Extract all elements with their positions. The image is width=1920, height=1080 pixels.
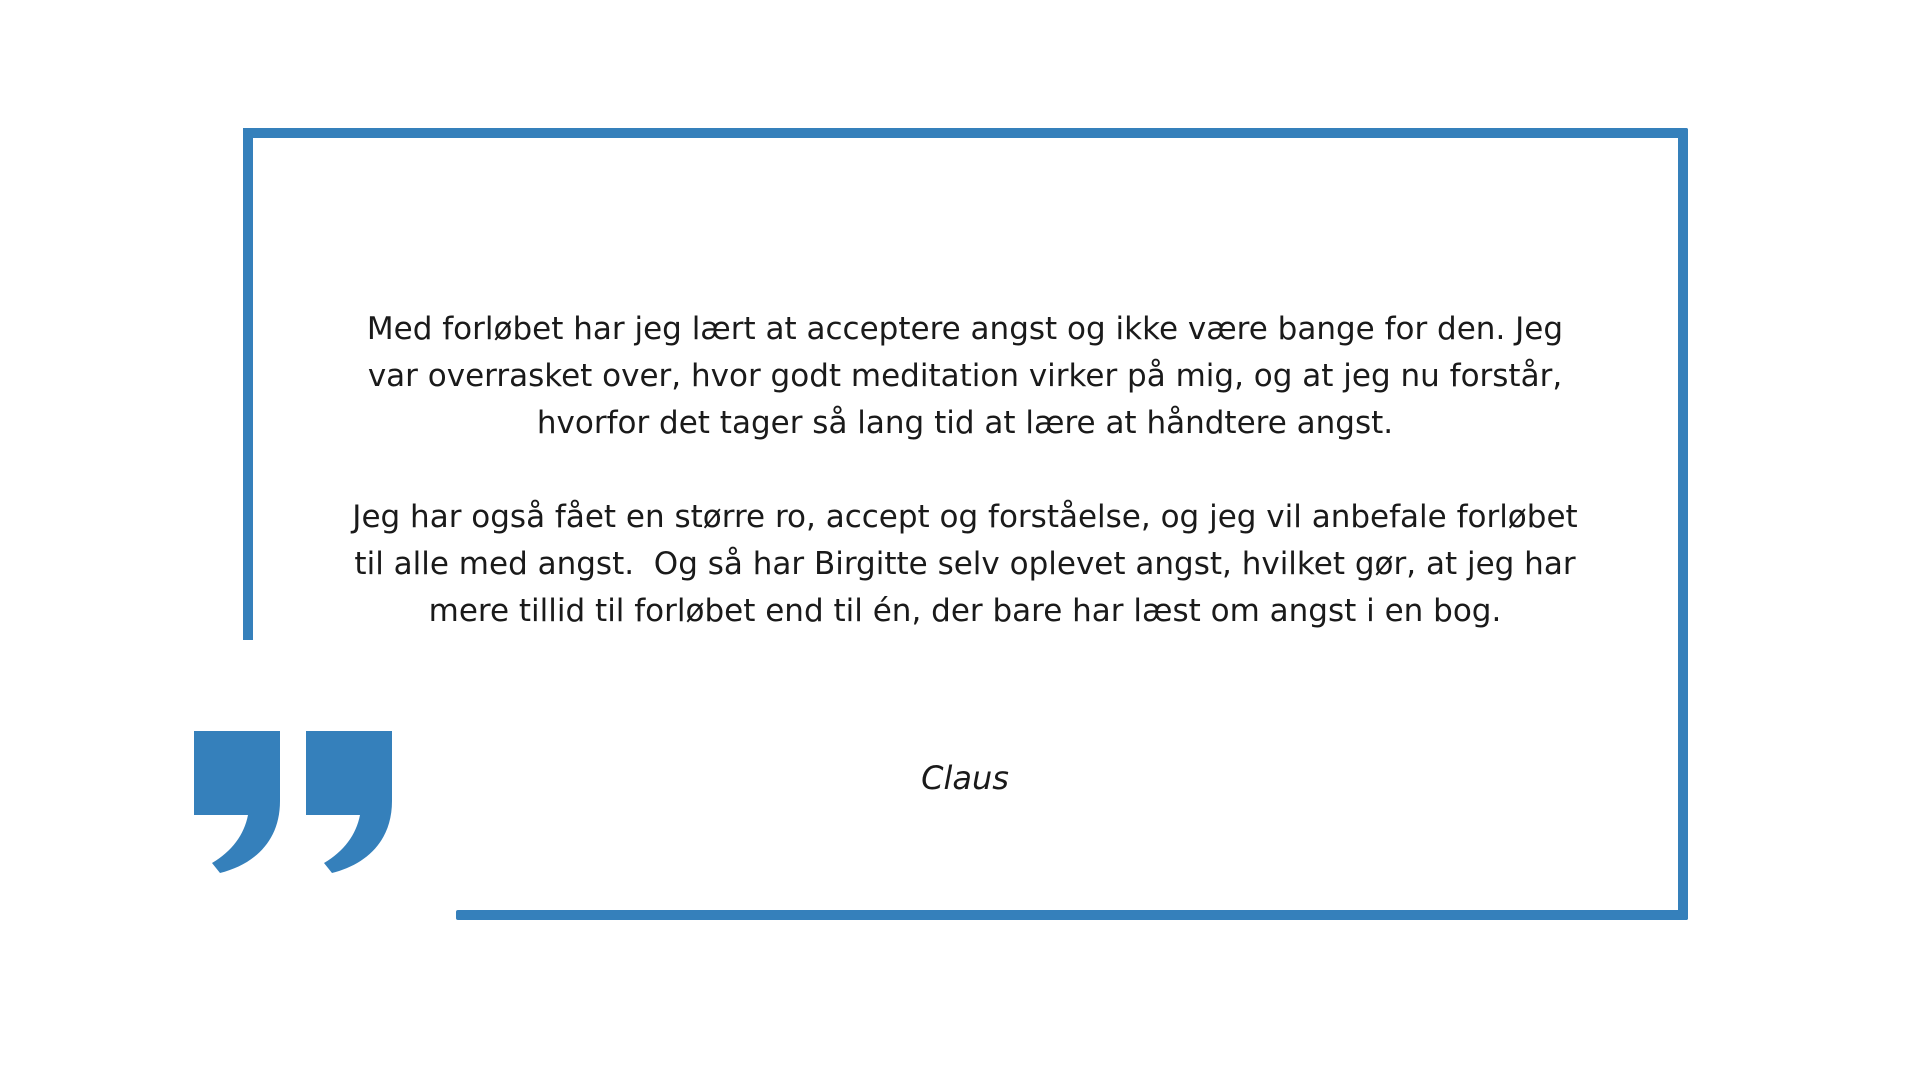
frame-right-border: [1678, 128, 1688, 920]
frame-left-border: [243, 128, 253, 640]
paragraph-1-line-1: Med forløbet har jeg lært at acceptere angst og ikke være bange for den. Jeg: [366, 311, 1564, 347]
paragraph-1-line-3: hvorfor det tager så lang tid at lære at håndtere angst.: [536, 405, 1394, 441]
paragraph-2-line-3: mere tillid til forløbet end til én, der bare har læst om angst i en bog.: [428, 593, 1502, 629]
testimonial-text: [320, 306, 1610, 635]
paragraph-2-line-2: til alle med angst. Og så har Birgitte selv oplevet angst, hvilket gør, at jeg har: [354, 546, 1576, 582]
paragraph-2-line-1: Jeg har også fået en større ro, accept og forståelse, og jeg vil anbefale forløbet: [352, 499, 1578, 535]
paragraph-1-line-2: var overrasket over, hvor godt meditation virker på mig, og at jeg nu forstår,: [367, 358, 1563, 394]
testimonial-paragraph-2: [320, 494, 1610, 635]
frame-bottom-border: [456, 910, 1688, 920]
testimonial-author: Claus: [921, 759, 1009, 797]
testimonial-paragraph-1: [320, 306, 1610, 447]
closing-quotation-mark-icon: [194, 731, 392, 873]
frame-top-border: [243, 128, 1688, 138]
